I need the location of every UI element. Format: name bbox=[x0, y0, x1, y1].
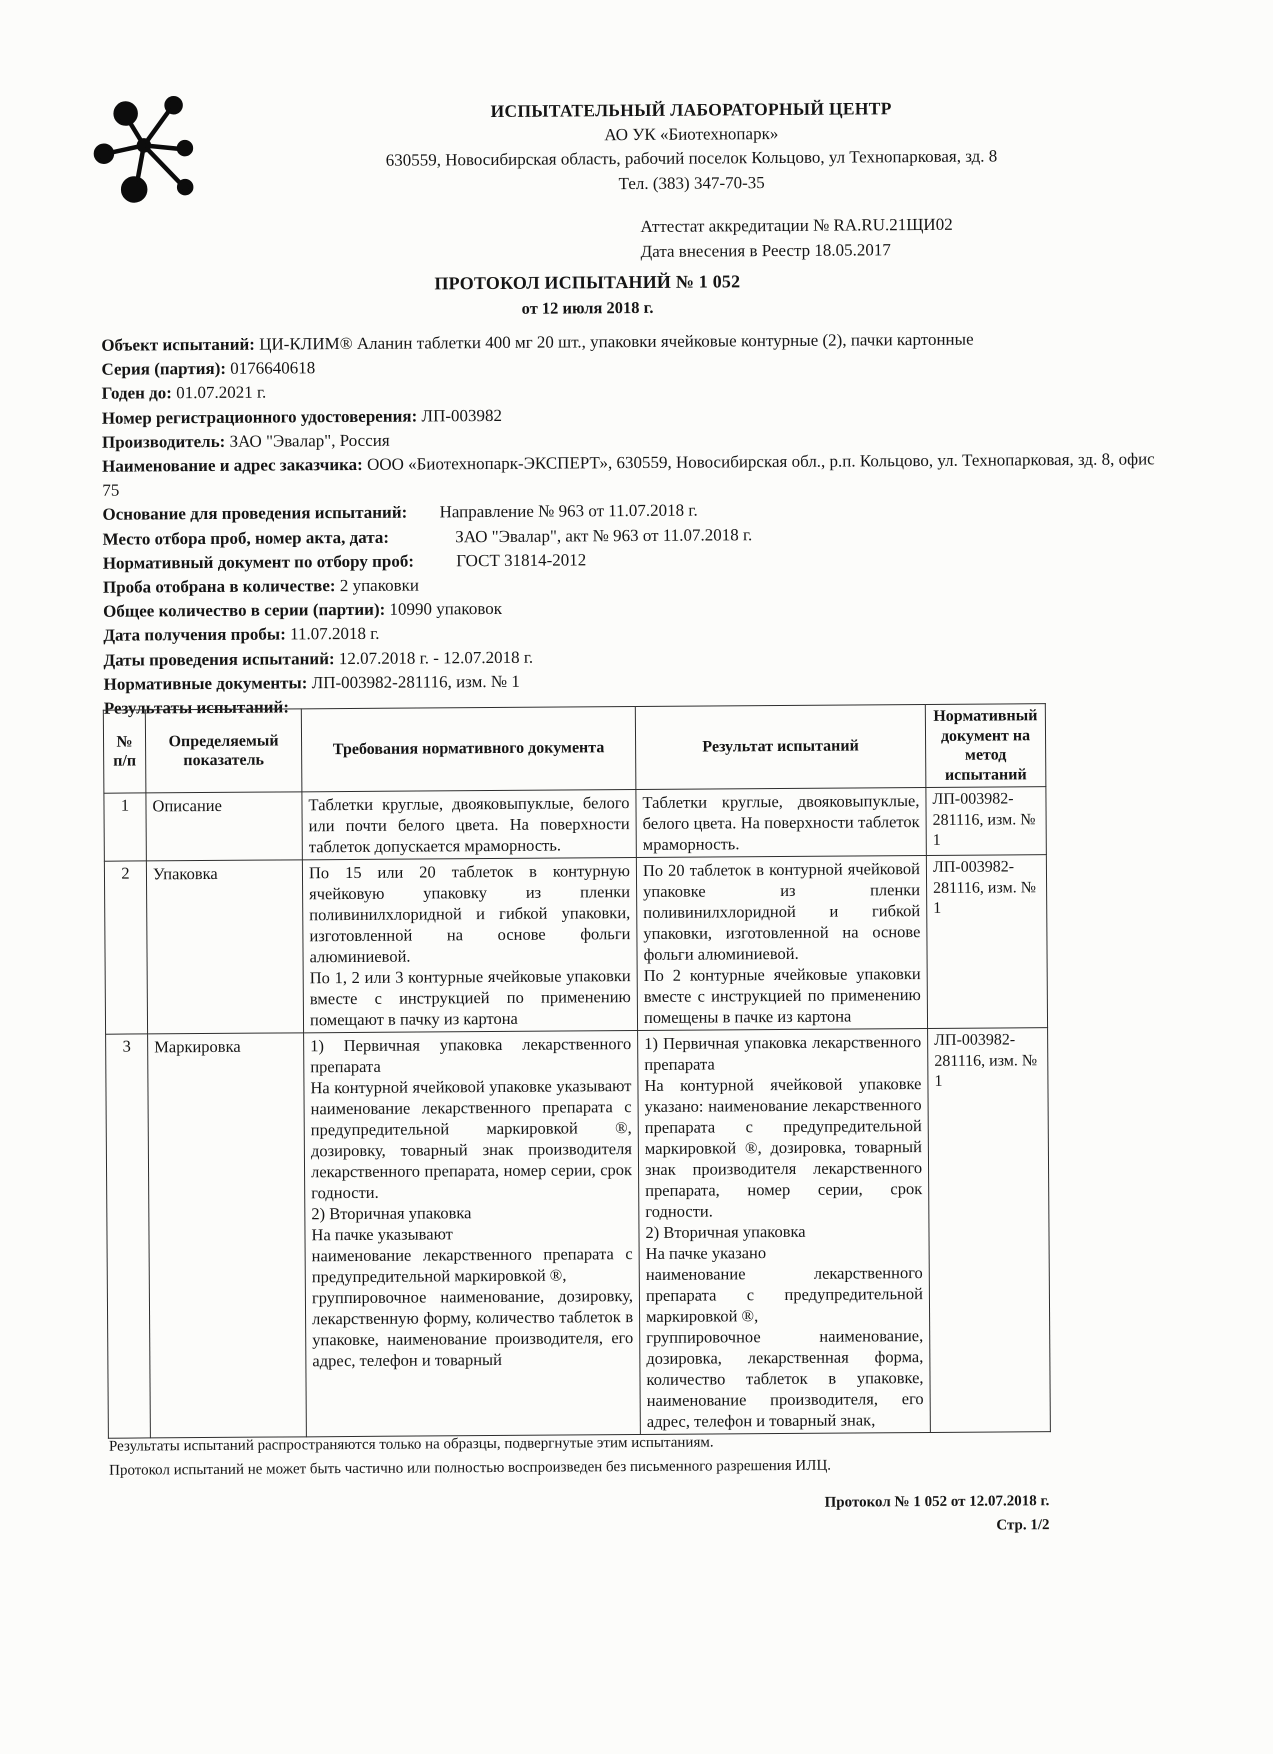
organization-phone: Тел. (383) 347-70-35 bbox=[618, 172, 765, 193]
organization-header bbox=[185, 94, 1199, 199]
row-result: Таблетки круглые, двояковыпуклые, белого цвета. На поверхности таблеток мраморность. bbox=[636, 787, 926, 857]
row-indicator: Описание bbox=[146, 792, 302, 861]
row-requirement: 1) Первичная упаковка лекарственного препарата На контурной ячейковой упаковке указывают наименование лекарственного препарата с предупредительной маркировкой ®, дозировку, товарный знак производителя лекарственного препарата, номер серии, срок годности. 2) Вторичная упаковка На пачке указывают наименование лекарственного препарата с предупредительной маркировкой ®, группировочное наименование, дозировку, лекарственную форму, количество таблеток в упаковке, наименование производителя, его адрес, телефон и товарный bbox=[304, 1030, 641, 1436]
field-value: ГОСТ 31814-2012 bbox=[456, 550, 587, 571]
results-table bbox=[103, 703, 1051, 1439]
field-value: 11.07.2018 г. bbox=[290, 624, 380, 644]
field-value: ЗАО "Эвалар", акт № 963 от 11.07.2018 г. bbox=[455, 524, 753, 546]
field-value: ЛП-003982-281116, изм. № 1 bbox=[311, 671, 520, 693]
table-row bbox=[106, 1028, 1051, 1439]
protocol-reference: Протокол № 1 052 от 12.07.2018 г. bbox=[824, 1493, 1050, 1511]
row-number: 1 bbox=[104, 793, 146, 861]
field-label: Даты проведения испытаний: bbox=[103, 648, 335, 670]
row-requirement: По 15 или 20 таблеток в контурную ячейковую упаковку из пленки поливинилхлоридной и гибкой упаковки, изготовленной на основе фольги алюминиевой. По 1, 2 или 3 контурные ячейковые упаковки вместе с инструкцией по применению помещают в пачку из картона bbox=[302, 858, 637, 1033]
field-value: 2 упаковки bbox=[339, 575, 420, 596]
row-number: 2 bbox=[104, 861, 147, 1034]
organization-title: ИСПЫТАТЕЛЬНЫЙ ЛАБОРАТОРНЫЙ ЦЕНТР bbox=[490, 98, 892, 121]
col-header-indicator: Определяемый показатель bbox=[145, 709, 302, 793]
footer-note-scope: Результаты испытаний распространяются только на образцы, подвергнутые этим испытаниям. bbox=[108, 1434, 714, 1455]
row-number: 3 bbox=[106, 1034, 151, 1438]
footer-note-reproduction: Протокол испытаний не может быть частично или полностью воспроизведен без письменного разрешения ИЛЦ. bbox=[109, 1457, 832, 1479]
field-label: Проба отобрана в количестве: bbox=[102, 576, 336, 597]
col-header-doc: Нормативный документ на метод испытаний bbox=[925, 704, 1046, 788]
field-value: Направление № 963 от 11.07.2018 г. bbox=[439, 500, 698, 522]
document-fields bbox=[101, 326, 1172, 721]
field-value: ЛП-003982 bbox=[421, 405, 503, 426]
field-label: Наименование и адрес заказчика: bbox=[102, 454, 363, 476]
footer-notes bbox=[109, 1431, 831, 1483]
field-label: Место отбора проб, номер акта, дата: bbox=[102, 527, 390, 549]
field-value: 01.07.2021 г. bbox=[176, 382, 267, 403]
field-label: Результаты испытаний: bbox=[103, 697, 290, 718]
field-label: Годен до: bbox=[101, 383, 172, 404]
page-number: Стр. 1/2 bbox=[996, 1517, 1050, 1534]
row-method-doc: ЛП-003982-281116, изм. № 1 bbox=[928, 1028, 1051, 1433]
protocol-title-block bbox=[0, 268, 1179, 322]
field-label: Серия (партия): bbox=[101, 359, 227, 379]
row-method-doc: ЛП-003982-281116, изм. № 1 bbox=[926, 855, 1047, 1029]
col-header-requirement: Требования нормативного документа bbox=[301, 707, 636, 792]
field-value: ЗАО "Эвалар", Россия bbox=[229, 430, 390, 451]
row-indicator: Маркировка bbox=[148, 1033, 307, 1438]
footer-protocol-reference bbox=[825, 1489, 1050, 1539]
accreditation-number: Аттестат аккредитации № RA.RU.21ЩИ02 bbox=[640, 214, 953, 236]
table-row bbox=[104, 855, 1047, 1035]
col-header-result: Результат испытаний bbox=[635, 704, 926, 789]
organization-name: АО УК «Биотехнопарк» bbox=[604, 123, 779, 144]
row-indicator: Упаковка bbox=[146, 860, 303, 1034]
field-label: Дата получения пробы: bbox=[103, 624, 286, 646]
field-customer bbox=[102, 447, 1170, 503]
field-value: 0176640618 bbox=[230, 358, 316, 379]
field-label: Номер регистрационного удостоверения: bbox=[101, 406, 418, 428]
row-method-doc: ЛП-003982-281116, изм. № 1 bbox=[926, 787, 1046, 856]
row-result: 1) Первичная упаковка лекарственного препарата На контурной ячейковой упаковке указано: наименование лекарственного препарата с предупредительной маркировкой ®, дозировка, товарный знак производителя лекарственного препарата, номер серии, срок годности. 2) Вторичная упаковка На пачке указано наименование лекарственного препарата с предупредительной маркировкой ®, группировочное наименование, дозировка, лекарственная форма, количество таблеток в упаковке, наименование производителя, его адрес, телефон и товарный знак, bbox=[638, 1028, 931, 1434]
field-label: Общее количество в серии (партии): bbox=[103, 599, 386, 621]
field-label: Нормативный документ по отбору проб: bbox=[102, 551, 415, 573]
field-label: Производитель: bbox=[101, 431, 226, 452]
row-requirement: Таблетки круглые, двояковыпуклые, белого или почти белого цвета. На поверхности таблеток допускается мраморность. bbox=[302, 790, 636, 860]
field-value: 10990 упаковок bbox=[389, 599, 503, 619]
field-label: Основание для проведения испытаний: bbox=[102, 503, 408, 525]
registry-date: Дата внесения в Реестр 18.05.2017 bbox=[640, 240, 891, 261]
col-header-num: № п/п bbox=[103, 710, 146, 793]
field-label: Объект испытаний: bbox=[101, 334, 256, 355]
table-header-row bbox=[103, 704, 1046, 794]
field-value: ООО «Биотехнопарк-ЭКСПЕРТ», 630559, Новосибирская обл., р.п. Кольцово, ул. Технопарковая, зд. 8, офис 75 bbox=[102, 449, 1155, 500]
field-value: 12.07.2018 г. - 12.07.2018 г. bbox=[338, 647, 534, 668]
row-result: По 20 таблеток в контурной ячейковой упаковке из пленки поливинилхлоридной и гибкой упаковки, изготовленной на основе фольги алюминиевой. По 2 контурные ячейковые упаковки вместе с инструкцией по применению помещены в пачке из картона bbox=[636, 855, 927, 1030]
protocol-title: ПРОТОКОЛ ИСПЫТАНИЙ № 1 052 bbox=[434, 271, 741, 294]
organization-address: 630559, Новосибирская область, рабочий поселок Кольцово, ул Технопарковая, зд. 8 bbox=[385, 146, 998, 170]
protocol-date: от 12 июля 2018 г. bbox=[521, 297, 654, 318]
table-row bbox=[104, 787, 1046, 862]
field-label: Нормативные документы: bbox=[103, 673, 308, 694]
field-value: ЦИ-КЛИМ® Аланин таблетки 400 мг 20 шт., упаковки ячейковые контурные (2), пачки картонные bbox=[259, 329, 974, 354]
accreditation-block bbox=[640, 212, 953, 264]
